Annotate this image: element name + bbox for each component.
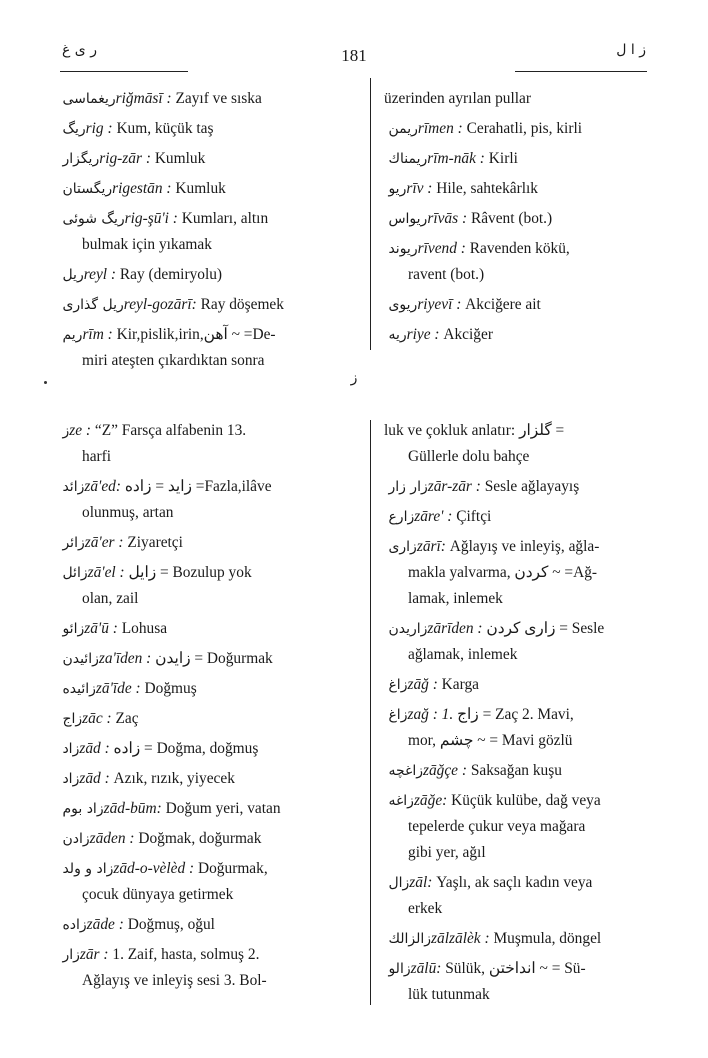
entry-headword: zāde : bbox=[86, 916, 128, 933]
dictionary-entry bbox=[384, 116, 582, 142]
entry-definition: Doğurmak, bbox=[198, 860, 268, 877]
entry-headword: ze : bbox=[69, 422, 95, 439]
dictionary-entry bbox=[384, 322, 493, 348]
entry-definition: زاج = Zaç 2. Mavi, bbox=[457, 706, 574, 723]
entry-headword: zālū: bbox=[410, 960, 446, 977]
entry-arabic-word: زائیدن bbox=[58, 651, 99, 667]
entry-headword: zağ : 1. bbox=[407, 706, 458, 723]
entry-continuation: Ağlayış ve inleyiş sesi 3. Bol- bbox=[82, 972, 267, 989]
entry-arabic-word: ز bbox=[58, 423, 70, 439]
dictionary-entry bbox=[58, 736, 258, 762]
entry-arabic-word: زار زار bbox=[384, 479, 428, 495]
entry-headword: zārī: bbox=[416, 538, 450, 555]
entry-definition: üzerinden ayrılan pullar bbox=[384, 90, 532, 107]
dictionary-entry bbox=[384, 176, 538, 202]
entry-continuation: gibi yer, ağıl bbox=[408, 844, 486, 861]
dictionary-entry bbox=[384, 702, 574, 754]
entry-headword: reyl : bbox=[83, 266, 120, 283]
entry-definition: Zaç bbox=[115, 710, 139, 727]
dictionary-entry bbox=[58, 146, 205, 172]
entry-arabic-word: زاغچه bbox=[384, 763, 423, 779]
entry-definition: Ray (demiryolu) bbox=[119, 266, 223, 283]
entry-continuation: lük tutunmak bbox=[408, 986, 490, 1003]
header-rule-right bbox=[515, 71, 647, 72]
entry-definition: Ray döşemek bbox=[200, 296, 284, 313]
entry-definition: Doğmak, doğurmak bbox=[138, 830, 262, 847]
entry-arabic-word: ریل گذاری bbox=[58, 297, 124, 313]
dictionary-entry bbox=[384, 956, 586, 1008]
entry-headword: rīm-nāk : bbox=[427, 150, 489, 167]
entry-arabic-word: زائل bbox=[58, 565, 88, 581]
entry-headword: zār : bbox=[79, 946, 113, 963]
dictionary-entry bbox=[384, 474, 579, 500]
entry-continuation: ağlamak, inlemek bbox=[408, 646, 518, 663]
entry-definition: زایل = Bozulup yok bbox=[128, 564, 252, 581]
dictionary-entry bbox=[58, 826, 261, 852]
dictionary-entry bbox=[58, 262, 222, 288]
entry-definition: Yaşlı, ak saçlı kadın veya bbox=[436, 874, 593, 891]
entry-definition: Kum, küçük taş bbox=[116, 120, 214, 137]
entry-arabic-word: زائر bbox=[58, 535, 85, 551]
entry-arabic-word: زالو bbox=[384, 961, 411, 977]
entry-continuation: mor, چشم ~ = Mavi gözlü bbox=[408, 732, 573, 749]
dictionary-entry bbox=[58, 616, 167, 642]
entry-arabic-word: ریوند bbox=[384, 241, 418, 257]
dictionary-entry bbox=[58, 912, 215, 938]
entry-arabic-word: زاد bbox=[58, 741, 80, 757]
entry-headword: zār-zār : bbox=[427, 478, 485, 495]
entry-definition: 1. Zaif, hasta, solmuş 2. bbox=[112, 946, 260, 963]
entry-arabic-word: زاد بوم bbox=[58, 801, 104, 817]
entry-arabic-word: زاد bbox=[58, 771, 80, 787]
dictionary-entry bbox=[58, 474, 272, 526]
entry-arabic-word: ریگ bbox=[58, 121, 86, 137]
dictionary-entry bbox=[384, 86, 531, 112]
column-divider-top bbox=[370, 78, 371, 350]
entry-definition: Kir,pislik,irin,آهن ~ =De- bbox=[116, 326, 276, 343]
dictionary-entry bbox=[58, 206, 268, 258]
entry-arabic-word: زالزالك bbox=[384, 931, 432, 947]
entry-headword: zāre' : bbox=[414, 508, 457, 525]
entry-headword: rīmen : bbox=[417, 120, 467, 137]
entry-continuation: bulmak için yıkamak bbox=[82, 236, 212, 253]
header-left-letters: ر ی غ bbox=[62, 42, 97, 58]
entry-headword: zād-būm: bbox=[103, 800, 166, 817]
entry-definition: Doğmuş, oğul bbox=[127, 916, 215, 933]
entry-definition: luk ve çokluk anlatır: گلزار = bbox=[384, 422, 565, 439]
entry-headword: riyevī : bbox=[417, 296, 466, 313]
entry-continuation: Güllerle dolu bahçe bbox=[408, 448, 530, 465]
entry-arabic-word: ریگ شوئی bbox=[58, 211, 125, 227]
entry-arabic-word: ریم bbox=[58, 327, 83, 343]
entry-arabic-word: زاد و ولد bbox=[58, 861, 114, 877]
page-number: 181 bbox=[341, 46, 367, 65]
entry-headword: rig-şū'i : bbox=[124, 210, 182, 227]
entry-headword: zā'īde : bbox=[95, 680, 145, 697]
entry-arabic-word: ریگستان bbox=[58, 181, 113, 197]
entry-continuation: ravent (bot.) bbox=[408, 266, 485, 283]
entry-arabic-word: زاج bbox=[58, 711, 83, 727]
entry-arabic-word: زارع bbox=[384, 509, 415, 525]
entry-arabic-word: ریواس bbox=[384, 211, 428, 227]
entry-definition: Ziyaretçi bbox=[127, 534, 183, 551]
entry-arabic-word: ریگزار bbox=[58, 151, 100, 167]
entry-headword: zā'er : bbox=[84, 534, 128, 551]
dictionary-entry bbox=[384, 616, 604, 668]
entry-arabic-word: ریمناك bbox=[384, 151, 428, 167]
entry-headword: zād-o-vèlèd : bbox=[113, 860, 198, 877]
entry-definition: Küçük kulübe, dağ veya bbox=[451, 792, 601, 809]
entry-definition: Saksağan kuşu bbox=[470, 762, 562, 779]
dictionary-entry bbox=[58, 530, 183, 556]
entry-definition: Sesle ağlayayış bbox=[484, 478, 580, 495]
dictionary-entry bbox=[384, 504, 491, 530]
entry-arabic-word: ریه bbox=[384, 327, 407, 343]
dictionary-entry bbox=[384, 206, 552, 232]
entry-definition: زایدن = Doğurmak bbox=[155, 650, 273, 667]
dictionary-entry bbox=[58, 676, 197, 702]
column-divider-bottom bbox=[370, 420, 371, 1005]
entry-headword: riğmāsī : bbox=[115, 90, 176, 107]
entry-definition: Râvent (bot.) bbox=[470, 210, 553, 227]
entry-definition: Karga bbox=[441, 676, 479, 693]
header-right-letters: ز ا ل bbox=[616, 42, 646, 58]
dictionary-entry bbox=[384, 236, 570, 288]
dictionary-entry bbox=[58, 856, 268, 908]
entry-headword: zālzālèk : bbox=[431, 930, 494, 947]
dictionary-entry bbox=[58, 322, 276, 374]
entry-headword: zāden : bbox=[89, 830, 139, 847]
entry-arabic-word: زائیده bbox=[58, 681, 96, 697]
header-rule-left bbox=[60, 71, 188, 72]
entry-definition: Akciğer bbox=[443, 326, 493, 343]
entry-arabic-word: زاغ bbox=[384, 677, 408, 693]
entry-continuation: harfi bbox=[82, 448, 112, 465]
entry-arabic-word: زاده bbox=[58, 917, 87, 933]
entry-arabic-word: زاغه bbox=[384, 793, 414, 809]
entry-headword: zārīden : bbox=[427, 620, 487, 637]
entry-definition: Kirli bbox=[488, 150, 518, 167]
entry-definition: Hile, sahtekârlık bbox=[436, 180, 538, 197]
dictionary-entry bbox=[58, 706, 139, 732]
entry-arabic-word: زار bbox=[58, 947, 80, 963]
entry-definition: Muşmula, döngel bbox=[493, 930, 602, 947]
entry-definition: Doğum yeri, vatan bbox=[165, 800, 281, 817]
entry-headword: za'īden : bbox=[98, 650, 156, 667]
entry-continuation: tepelerde çukur veya mağara bbox=[408, 818, 586, 835]
entry-definition: زاید = زاده =Fazla,ilâve bbox=[124, 478, 272, 495]
dictionary-entry bbox=[58, 176, 226, 202]
entry-headword: zāğ : bbox=[407, 676, 442, 693]
dictionary-entry bbox=[58, 86, 262, 112]
entry-definition: Kumluk bbox=[175, 180, 226, 197]
dictionary-entry bbox=[384, 788, 601, 866]
dictionary-entry bbox=[384, 418, 564, 470]
entry-headword: zā'ed: bbox=[84, 478, 125, 495]
entry-definition: Akciğere ait bbox=[465, 296, 541, 313]
dictionary-entry bbox=[384, 534, 599, 612]
dictionary-entry bbox=[384, 292, 541, 318]
entry-headword: zād : bbox=[79, 740, 114, 757]
entry-arabic-word: زادن bbox=[58, 831, 90, 847]
dictionary-entry bbox=[58, 292, 284, 318]
dictionary-entry bbox=[58, 942, 267, 994]
entry-headword: rīvās : bbox=[427, 210, 471, 227]
dictionary-entry bbox=[384, 672, 479, 698]
entry-arabic-word: ریمن bbox=[384, 121, 418, 137]
entry-headword: zā'el : bbox=[87, 564, 129, 581]
entry-headword: zād : bbox=[79, 770, 114, 787]
entry-definition: “Z” Farsça alfabenin 13. bbox=[94, 422, 247, 439]
entry-headword: reyl-gozārī: bbox=[123, 296, 201, 313]
entry-arabic-word: ریوی bbox=[384, 297, 418, 313]
entry-headword: rig-zār : bbox=[99, 150, 155, 167]
entry-arabic-word: زاغ bbox=[384, 707, 408, 723]
entry-headword: rig : bbox=[85, 120, 117, 137]
entry-headword: rīm : bbox=[82, 326, 117, 343]
entry-headword: zāğçe : bbox=[422, 762, 471, 779]
entry-headword: rīv : bbox=[406, 180, 437, 197]
dictionary-entry bbox=[384, 146, 518, 172]
entry-definition: Ağlayış ve inleyiş, ağla- bbox=[449, 538, 600, 555]
dictionary-entry bbox=[384, 926, 601, 952]
entry-continuation: lamak, inlemek bbox=[408, 590, 503, 607]
entry-definition: Cerahatli, pis, kirli bbox=[466, 120, 583, 137]
entry-headword: rigestān : bbox=[112, 180, 176, 197]
entry-headword: rīvend : bbox=[417, 240, 470, 257]
entry-definition: Ravenden kökü, bbox=[469, 240, 570, 257]
entry-continuation: miri ateşten çıkardıktan sonra bbox=[82, 352, 265, 369]
entry-arabic-word: ریو bbox=[384, 181, 407, 197]
entry-definition: زاده = Doğma, doğmuş bbox=[113, 740, 259, 757]
entry-arabic-word: زائد bbox=[58, 479, 85, 495]
dictionary-entry bbox=[384, 870, 592, 922]
dictionary-entry bbox=[58, 560, 252, 612]
entry-continuation: çocuk dünyaya getirmek bbox=[82, 886, 234, 903]
entry-continuation: olunmuş, artan bbox=[82, 504, 174, 521]
dictionary-entry bbox=[58, 766, 235, 792]
entry-arabic-word: ریل bbox=[58, 267, 84, 283]
entry-definition: Kumları, altın bbox=[181, 210, 269, 227]
entry-headword: zā'ū : bbox=[84, 620, 122, 637]
dictionary-entry bbox=[58, 116, 213, 142]
section-letter: ز bbox=[350, 370, 358, 386]
entry-continuation: erkek bbox=[408, 900, 443, 917]
entry-headword: zāc : bbox=[82, 710, 116, 727]
entry-arabic-word: ریغماسی bbox=[58, 91, 116, 107]
entry-definition: Azık, rızık, yiyecek bbox=[113, 770, 235, 787]
entry-definition: Çiftçi bbox=[456, 508, 492, 525]
entry-definition: Lohusa bbox=[121, 620, 168, 637]
entry-continuation: olan, zail bbox=[82, 590, 139, 607]
dictionary-entry bbox=[58, 418, 246, 470]
entry-definition: Doğmuş bbox=[144, 680, 197, 697]
entry-continuation: makla yalvarma, کردن ~ =Ağ- bbox=[408, 564, 598, 581]
entry-definition: Zayıf ve sıska bbox=[175, 90, 262, 107]
entry-arabic-word: زاریدن bbox=[384, 621, 428, 637]
dictionary-entry bbox=[58, 646, 273, 672]
dictionary-entry bbox=[58, 796, 281, 822]
entry-arabic-word: زال bbox=[384, 875, 410, 891]
entry-headword: zāl: bbox=[409, 874, 437, 891]
entry-arabic-word: زائو bbox=[58, 621, 85, 637]
entry-arabic-word: زاری bbox=[384, 539, 417, 555]
entry-definition: Kumluk bbox=[154, 150, 206, 167]
entry-headword: zāğe: bbox=[413, 792, 452, 809]
entry-headword: riye : bbox=[406, 326, 444, 343]
dictionary-entry bbox=[384, 758, 562, 784]
entry-definition: Sülük, انداختن ~ = Sü- bbox=[445, 960, 586, 977]
entry-definition: زاری کردن = Sesle bbox=[486, 620, 605, 637]
